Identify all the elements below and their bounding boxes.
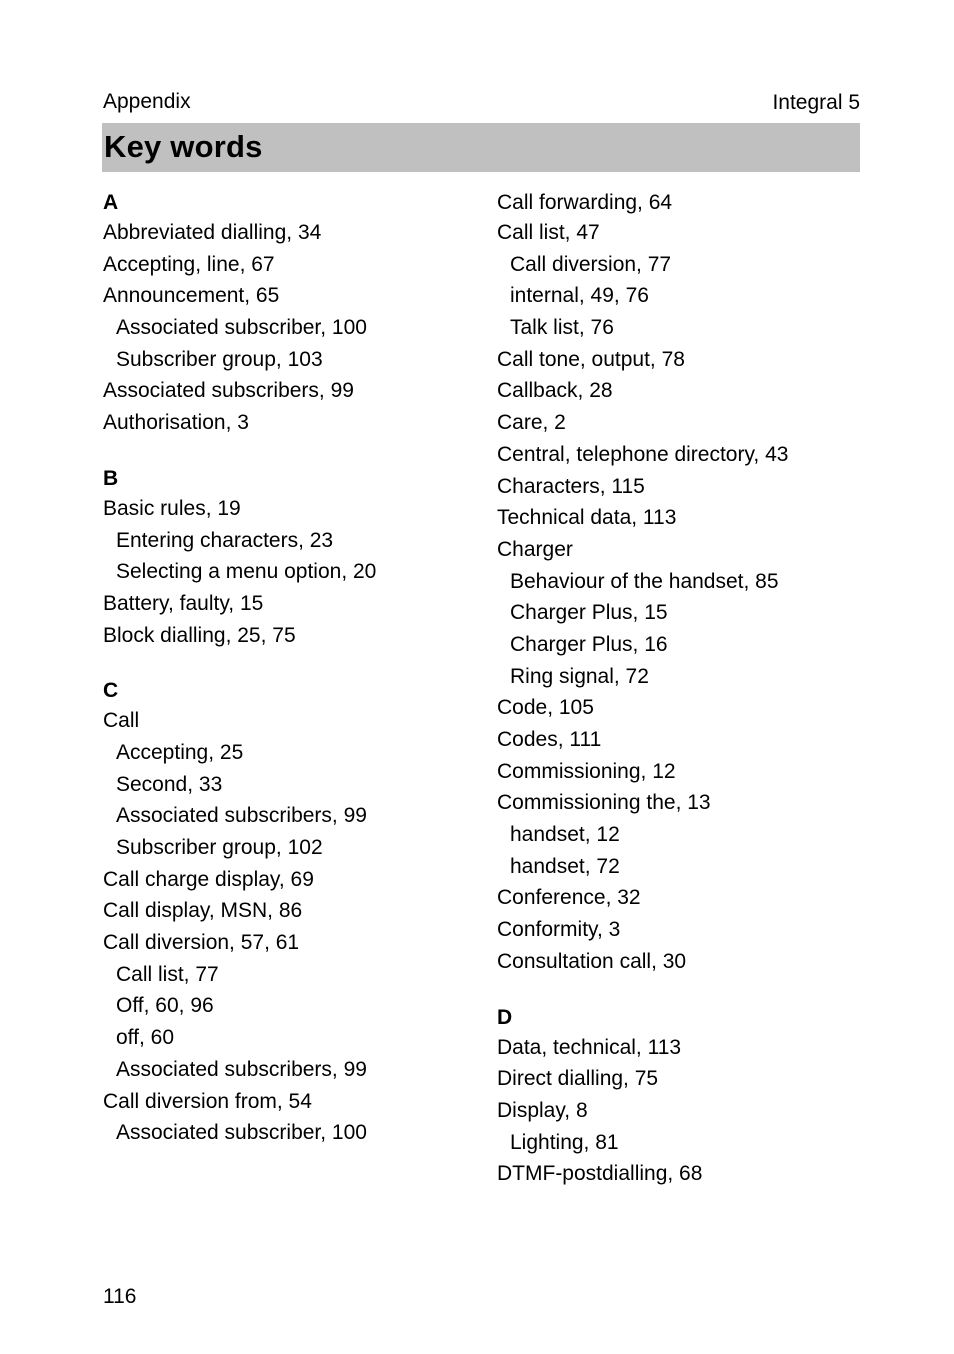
- index-entry: Codes, 111: [497, 728, 602, 751]
- index-entry: Commissioning, 12: [497, 759, 676, 783]
- index-entry: Call charge display, 69: [103, 867, 314, 891]
- index-entry: Accepting, line, 67: [103, 252, 275, 276]
- index-entry: Abbreviated dialling, 34: [103, 221, 322, 244]
- index-letter-heading: A: [103, 191, 119, 214]
- index-subentry: Associated subscribers, 99: [116, 1057, 367, 1081]
- index-subentry: off, 60: [116, 1026, 174, 1050]
- index-entry: Call diversion, 57, 61: [103, 931, 300, 955]
- index-entry: Announcement, 65: [103, 284, 280, 308]
- index-subentry: Selecting a menu option, 20: [116, 560, 377, 584]
- index-subentry: Off, 60, 96: [116, 994, 214, 1018]
- index-column-left: [103, 189, 483, 1149]
- index-subentry: Subscriber group, 103: [116, 347, 323, 371]
- index-subentry: Ring signal, 72: [510, 664, 649, 688]
- index-entry: Block dialling, 25, 75: [103, 623, 296, 647]
- index-entry: Data, technical, 113: [497, 1035, 682, 1059]
- index-entry: Call display, MSN, 86: [103, 899, 303, 923]
- index-entry: Call forwarding, 64: [497, 191, 673, 214]
- index-group: [497, 1004, 877, 1190]
- index-subentry: handset, 72: [510, 854, 620, 878]
- index-subentry: Subscriber group, 102: [116, 836, 323, 859]
- index-subentry: Entering characters, 23: [116, 528, 334, 552]
- index-subentry: Accepting, 25: [116, 740, 244, 764]
- index-entry: Conference, 32: [497, 886, 641, 910]
- index-entry: Call diversion from, 54: [103, 1089, 312, 1113]
- index-entry: Display, 8: [497, 1098, 588, 1122]
- index-entry: Call: [103, 709, 140, 733]
- index-subentry: Associated subscribers, 99: [116, 804, 367, 828]
- index-subentry: Behaviour of the handset, 85: [510, 569, 779, 593]
- index-entry: Call list, 47: [497, 221, 600, 244]
- index-entry: Battery, faulty, 15: [103, 591, 264, 615]
- page-number: 116: [103, 1285, 137, 1308]
- page-title: Key words: [104, 129, 263, 164]
- header-product: Integral 5: [772, 91, 860, 114]
- index-entry: Callback, 28: [497, 379, 613, 403]
- index-entry: Charger: [497, 537, 573, 561]
- index-letter-heading: B: [103, 466, 119, 490]
- index-entry: Commissioning the, 13: [497, 791, 711, 815]
- index-entry: Conformity, 3: [497, 918, 621, 942]
- index-entry: Call tone, output, 78: [497, 347, 685, 371]
- index-subentry: Lighting, 81: [510, 1130, 619, 1154]
- index-entry: Care, 2: [497, 411, 566, 435]
- index-entry: Code, 105: [497, 696, 594, 720]
- index-subentry: Associated subscriber, 100: [116, 1121, 367, 1145]
- index-group: [103, 189, 483, 439]
- index-subentry: handset, 12: [510, 823, 620, 847]
- index-subentry: Associated subscriber, 100: [116, 316, 367, 340]
- index-entry: Associated subscribers, 99: [103, 379, 354, 403]
- index-group: [497, 189, 877, 978]
- title-bar: [102, 123, 860, 172]
- index-entry: Direct dialling, 75: [497, 1067, 659, 1091]
- index-entry: Central, telephone directory, 43: [497, 442, 789, 466]
- index-entry: Consultation call, 30: [497, 949, 687, 973]
- index-column-right: [497, 189, 877, 1190]
- index-entry: Technical data, 113: [497, 506, 677, 530]
- index-entry: DTMF-postdialling, 68: [497, 1162, 703, 1186]
- index-group: [103, 465, 483, 651]
- header-section: Appendix: [103, 90, 191, 113]
- index-subentry: Charger Plus, 16: [510, 632, 668, 656]
- index-group: [103, 677, 483, 1149]
- index-subentry: internal, 49, 76: [510, 284, 649, 308]
- index-subentry: Call list, 77: [116, 962, 219, 986]
- index-subentry: Charger Plus, 15: [510, 601, 668, 625]
- index-subentry: Call diversion, 77: [510, 252, 672, 276]
- index-subentry: Talk list, 76: [510, 316, 614, 340]
- index-entry: Basic rules, 19: [103, 496, 241, 520]
- index-letter-heading: C: [103, 679, 119, 703]
- index-entry: Characters, 115: [497, 474, 645, 498]
- index-letter-heading: D: [497, 1005, 513, 1029]
- index-entry: Authorisation, 3: [103, 411, 249, 435]
- index-subentry: Second, 33: [116, 772, 223, 796]
